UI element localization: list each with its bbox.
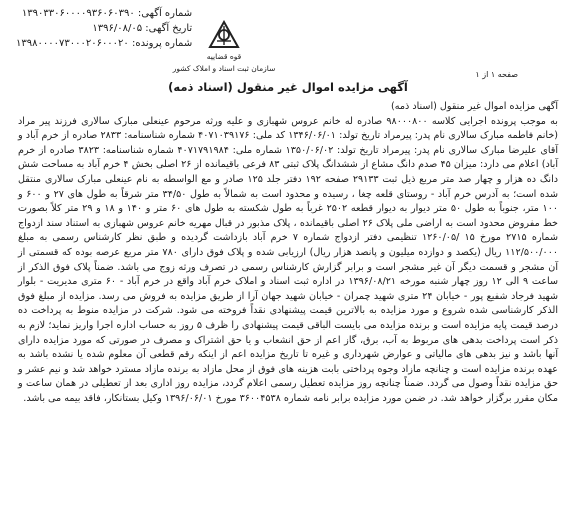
notice-intro: آگهی مزایده اموال غیر منقول (اسناد ذمه)	[390, 101, 558, 112]
org-name: قوه قضاییه	[206, 52, 242, 61]
organization-logo-block	[172, 20, 276, 74]
notice-meta	[16, 6, 192, 51]
page-title: آگهی مزایده اموال غیر منقول (اسناد ذمه)	[168, 80, 408, 94]
page-number: صفحه ۱ از ۱	[475, 70, 518, 79]
notice-body	[18, 100, 558, 406]
notice-date: تاریخ آگهی: ۱۳۹۶/۰۸/۰۵	[92, 23, 193, 34]
notice-number: شماره آگهی: ۱۳۹۰۳۳۰۶۰۰۰۰۹۳۶۰۶۰۳۹۰	[21, 8, 193, 19]
file-number: شماره پرونده: ۱۳۹۸۰۰۰۰۷۳۰۰۰۲۰۶۰۰۰۲۰	[16, 38, 193, 49]
org-subtitle: سازمان ثبت اسناد و املاک کشور	[172, 64, 276, 73]
judiciary-emblem-icon	[207, 20, 241, 50]
notice-paragraph: به موجب پرونده اجرایی کلاسه ۹۸۰۰۰۸۰۰ صادره له خانم عروس شهبازی و علیه ورثه مرحوم عینعلی مبارک سالاری فرزند پیر مراد (خانم فاطمه مبارک سالاری نام پدر: پیرمراد تاریخ تولد: ۱۳۴۶/۰۶/۰۱ کد ملی: ۴۰۷۱۰۳۹۱۷۶ شماره شناسنامه: ۲۸۳۳ صادره از خرم آباد و آقای علیرضا مبارک سالاری نام پدر: پیرمراد تاریخ تولد: ۱۳۵۰/۰۶/۰۲ شماره ملی: ۴۰۷۱۷۹۱۹۸۴ شماره شناسنامه: ۳۸۲۳ صادره از خرم آباد) اعلام می دارد: میزان ۴۵ صدم دانگ مشاع از ششدانگ پلاک ثبتی ۸۳ فرعی باقیمانده از ۲۶ اصلی بخش ۴ خرم آباد به مساحت شش دانگ ده هزار و چهار صد متر مربع ذیل ثبت ۲۹۱۳۳ صفحه ۱۹۲ دفتر جلد ۱۲۵ صادر و مع الواسطه به نام عینعلی مبارک سالاری منتقل شده است؛ به آدرس خرم آباد - روستای قلعه چغا ، رسیده و محدود است به شمالاً به طول ۳۴/۵۰ متر شرقاً به طول های ۲۷ و ۶۰۰ و ۱۰۰ متر، جنوباً به طول ۵۰ متر دیوار به دیوار قطعه ۲۵۰۲ غرباً به طول شکسته به طول های ۶۰ متر و ۱۴۰ و ۱۸ و ۲۹ متر کلاً بصورت خط مفروض محدود است به اراضی ملی پلاک ۲۶ اصلی باقیمانده ، پلاک مذبور در قبال مهریه خانم عروس شهبازی به استناد سند ازدواج شماره ۲۷۱۵ مورخ ۱۵ /۱۲۶۰/۰۵ تنظیمی دفتر ازدواج شماره ۷ خرم آباد بازداشت گردیده و طبق نظر کارشناس رسمی به مبلغ ۱۱۲/۵۰۰/۰۰۰ ریال (یکصد و دوازده میلیون و پانصد هزار ریال) ارزیابی شده و پلاک فوق دارای ۷۸۰ متر مربع عرصه بوده که قسمتی از آن مشجر و قسمت دیگر آن غیر مشجر است و برابر گزارش کارشناس رسمی در تصرف ورثه زوج می باشد. ضمناً پلاک فوق الذکر از ساعت ۹ الی ۱۲ روز چهار شنبه مورخه ۱۳۹۶/۰۸/۲۱ در اداره ثبت اسناد و املاک خرم آباد واقع در خرم آباد - ۶۰ متری مدیریت - بلوار شهید فرجاد شفیع پور - خیابان ۲۴ متری شهید چمران - خیابان شهید جهان آرا از طریق مزایده به فروش می رسد. مزایده از مبلغ فوق الذکر کارشناسی شده شروع و مورد مزایده به بالاترین قیمت پیشنهادی نقداً فروخته می شود. شرکت در مزایده منوط به پرداخت ده درصد قیمت پایه مزایده است و برنده مزایده می بایست الباقی قیمت پیشنهادی را ظرف ۵ روز به حساب اداره اجرا واریز نماید؛ لازم به ذکر است پرداخت بدهی های مربوط به آب، برق، گاز اعم از حق انشعاب و یا حق اشتراک و مصرف در صورتی که مورد مزایده دارای آنها باشد و نیز بدهی های مالیاتی و عوارض شهرداری و غیره تا تاریخ مزایده اعم از اینکه رقم قطعی آن معلوم شده یا نشده باشد به عهده برنده مزایده است و چنانچه مازاد وجوه پرداختی بابت هزینه های فوق از محل مازاد به برنده مازاد مسترد خواهد شد و نیم عشر و حق مزایده نقداً وصول می گردد. ضمناً چنانچه روز مزایده تعطیل رسمی اعلام گردد، مزایده روز اداری بعد از تعطیلی در همان ساعت و مکان مقرر برگزار خواهد شد. در ضمن مورد مزایده برابر نامه شماره ۳۶۰۰۴۵۳۸ مورخ ۱۳۹۶/۰۶/۰۱ وکیل بستانکار، فاقد بیمه می باشد.	[18, 115, 559, 404]
